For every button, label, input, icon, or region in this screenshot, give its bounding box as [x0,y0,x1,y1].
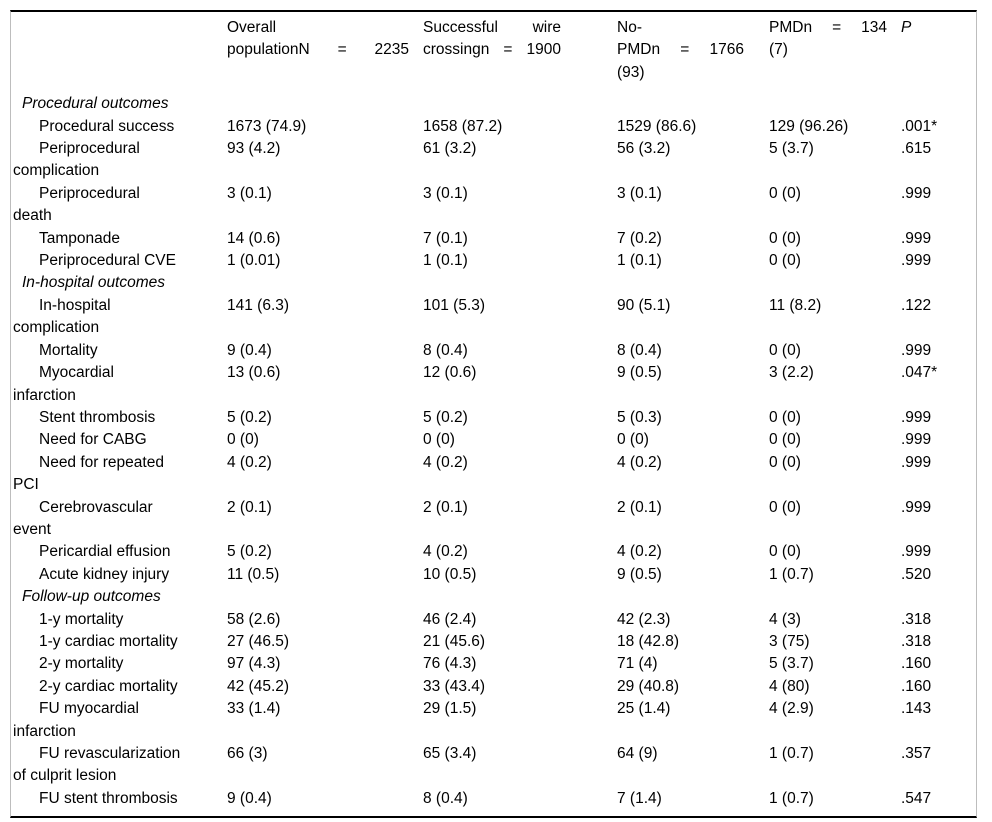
table-row [11,698,976,743]
header-line [423,17,561,39]
p-value-cell: .615 [901,140,932,158]
table-row [11,564,976,586]
row-label: Stent thrombosis [39,408,156,426]
value-cell: 65 (3.4) [423,745,477,762]
table-row [11,138,976,183]
header-line [617,39,744,61]
value-cell: 13 (0.6) [227,364,281,382]
p-value-cell: .047* [901,364,938,382]
value-cell: 64 (9) [617,745,658,762]
value-cell: 101 (5.3) [423,296,486,314]
value-cell: 0 (0) [769,543,801,561]
row-label: In-hospital complication [13,296,111,337]
row-label: Need for CABG [39,431,147,449]
value-cell: 61 (3.2) [423,140,477,158]
table-row [11,609,976,631]
value-cell: 1 (0.7) [769,789,814,807]
value-cell: 5 (3.7) [769,655,814,673]
header-line: P [901,19,912,36]
value-cell: 0 (0) [227,431,259,449]
row-label: Pericardial effusion [39,543,171,561]
header-word: 134 [861,19,887,36]
value-cell: 11 (8.2) [769,296,822,314]
p-value-cell: .520 [901,565,932,583]
value-cell: 2 (0.1) [423,498,468,516]
header-word: 1766 [709,41,744,59]
table-row [11,362,976,407]
value-cell: 97 (4.3) [227,655,281,673]
value-cell: 0 (0) [423,431,455,449]
header-word: = [503,41,513,59]
value-cell: 8 (0.4) [617,341,662,359]
table-row [11,183,976,228]
value-cell: 7 (1.4) [617,789,662,807]
header-word: wire [532,19,561,36]
value-cell: 1658 (87.2) [423,117,503,135]
row-label: Periprocedural death [13,184,140,225]
value-cell: 1529 (86.6) [617,117,697,135]
row-label: Acute kidney injury [39,565,170,583]
p-value-cell: .143 [901,700,932,718]
header-cell-nopmd [617,12,769,93]
header-word: PMDn [617,41,661,59]
value-cell: 25 (1.4) [617,700,671,718]
row-label: 2-y mortality [39,655,124,673]
outcomes-table-grid [11,12,976,810]
row-label: Periprocedural CVE [39,252,176,270]
header-word: populationN [227,41,310,59]
value-cell: 1673 (74.9) [227,117,307,135]
table-row [11,250,976,272]
value-cell: 10 (0.5) [423,565,477,583]
value-cell: 33 (1.4) [227,700,281,718]
table-row [11,340,976,362]
value-cell: 0 (0) [769,498,801,516]
value-cell: 66 (3) [227,745,268,762]
value-cell: 71 (4) [617,655,658,673]
value-cell: 3 (0.1) [617,184,662,202]
p-value-cell: .999 [901,431,932,449]
value-cell: 141 (6.3) [227,296,290,314]
header-line: No- [617,19,642,36]
p-value-cell: .999 [901,229,932,247]
value-cell: 21 (45.6) [423,632,486,650]
p-value-cell: .001* [901,117,938,135]
value-cell: 76 (4.3) [423,655,477,673]
value-cell: 2 (0.1) [617,498,662,516]
p-value-cell: .357 [901,745,932,762]
table-row [11,407,976,429]
value-cell: 12 (0.6) [423,364,477,382]
header-line: (7) [769,41,788,59]
row-label: Myocardial infarction [13,364,114,404]
value-cell: 4 (0.2) [423,453,468,471]
header-line [423,39,561,61]
row-label: Periprocedural complication [13,140,140,180]
value-cell: 2 (0.1) [227,498,272,516]
value-cell: 4 (0.2) [617,543,662,561]
header-cell-p [901,12,976,93]
value-cell: 0 (0) [617,431,649,449]
value-cell: 3 (2.2) [769,364,814,382]
p-value-cell: .999 [901,453,932,471]
value-cell: 7 (0.1) [423,229,468,247]
value-cell: 14 (0.6) [227,229,281,247]
row-label: Need for repeated PCI [13,453,164,494]
table-row [11,676,976,698]
value-cell: 3 (75) [769,632,810,650]
value-cell: 9 (0.5) [617,364,662,382]
p-value-cell: .318 [901,632,932,650]
table-row [11,228,976,250]
value-cell: 129 (96.26) [769,117,849,135]
row-label: 2-y cardiac mortality [39,677,178,695]
row-label: Procedural success [39,117,175,135]
header-word: Successful [423,19,498,36]
value-cell: 56 (3.2) [617,140,671,158]
value-cell: 42 (2.3) [617,610,671,628]
header-cell-label [11,12,227,93]
value-cell: 1 (0.1) [617,252,662,270]
value-cell: 29 (40.8) [617,677,680,695]
p-value-cell: .160 [901,677,932,695]
header-line: Overall [227,19,277,36]
value-cell: 5 (0.2) [227,408,272,426]
value-cell: 8 (0.4) [423,341,468,359]
table-row [11,497,976,542]
value-cell: 0 (0) [769,431,801,449]
table-body [11,93,976,810]
table-row [11,631,976,653]
value-cell: 58 (2.6) [227,610,281,628]
value-cell: 4 (3) [769,610,801,628]
value-cell: 0 (0) [769,229,801,247]
header-line: (93) [617,63,645,81]
header-line [769,17,887,39]
value-cell: 5 (0.2) [227,543,272,561]
table-row [11,788,976,810]
value-cell: 9 (0.4) [227,341,272,359]
row-label: FU stent thrombosis [39,789,178,807]
value-cell: 18 (42.8) [617,632,680,650]
value-cell: 4 (0.2) [617,453,662,471]
value-cell: 1 (0.1) [423,252,468,270]
row-label: Mortality [39,341,98,359]
p-value-cell: .160 [901,655,932,673]
p-value-cell: .999 [901,498,932,516]
value-cell: 27 (46.5) [227,632,290,650]
table-row [11,429,976,451]
value-cell: 29 (1.5) [423,700,477,718]
header-word: = [680,41,690,59]
header-cell-overall [227,12,423,93]
value-cell: 4 (80) [769,677,810,695]
value-cell: 0 (0) [769,184,801,202]
section-row [11,93,976,115]
value-cell: 5 (3.7) [769,140,814,158]
value-cell: 8 (0.4) [423,789,468,807]
value-cell: 5 (0.3) [617,408,662,426]
p-value-cell: .999 [901,252,932,270]
table-row [11,743,976,788]
row-label: FU revascularization of culprit lesion [13,745,181,785]
value-cell: 0 (0) [769,341,801,359]
value-cell: 3 (0.1) [227,184,272,202]
value-cell: 93 (4.2) [227,140,281,158]
value-cell: 33 (43.4) [423,677,486,695]
header-row [11,12,976,93]
section-row [11,586,976,608]
p-value-cell: .122 [901,296,932,314]
p-value-cell: .547 [901,789,932,807]
table-row [11,116,976,138]
row-label: Cerebrovascular event [13,498,153,538]
p-value-cell: .999 [901,184,932,202]
p-value-cell: .999 [901,341,932,359]
value-cell: 4 (2.9) [769,700,814,718]
header-word: PMDn [769,19,813,36]
value-cell: 0 (0) [769,252,801,270]
header-word: 2235 [374,41,409,59]
value-cell: 90 (5.1) [617,296,671,314]
section-title: Follow-up outcomes [22,588,161,606]
header-cell-wire [423,12,617,93]
outcomes-table [10,10,977,818]
value-cell: 4 (0.2) [423,543,468,561]
header-word: = [832,19,842,36]
value-cell: 5 (0.2) [423,408,468,426]
value-cell: 9 (0.5) [617,565,662,583]
section-title: In-hospital outcomes [22,274,166,292]
header-word: 1900 [526,41,561,59]
value-cell: 7 (0.2) [617,229,662,247]
header-line [227,39,409,61]
value-cell: 46 (2.4) [423,610,477,628]
value-cell: 3 (0.1) [423,184,468,202]
section-row [11,272,976,294]
value-cell: 11 (0.5) [227,565,280,583]
table-row [11,452,976,497]
value-cell: 1 (0.7) [769,565,814,583]
row-label: 1-y cardiac mortality [39,632,178,650]
table-row [11,295,976,340]
value-cell: 9 (0.4) [227,789,272,807]
p-value-cell: .999 [901,543,932,561]
value-cell: 1 (0.01) [227,252,281,270]
value-cell: 4 (0.2) [227,453,272,471]
header-word: crossingn [423,41,490,59]
value-cell: 0 (0) [769,408,801,426]
table-row [11,541,976,563]
value-cell: 1 (0.7) [769,745,814,762]
p-value-cell: .999 [901,408,932,426]
table-row [11,653,976,675]
value-cell: 42 (45.2) [227,677,290,695]
section-title: Procedural outcomes [22,95,169,113]
row-label: 1-y mortality [39,610,124,628]
header-cell-pmd [769,12,901,93]
header-word: = [337,41,347,59]
value-cell: 0 (0) [769,453,801,471]
p-value-cell: .318 [901,610,932,628]
row-label: FU myocardial infarction [13,700,139,740]
row-label: Tamponade [39,229,121,247]
